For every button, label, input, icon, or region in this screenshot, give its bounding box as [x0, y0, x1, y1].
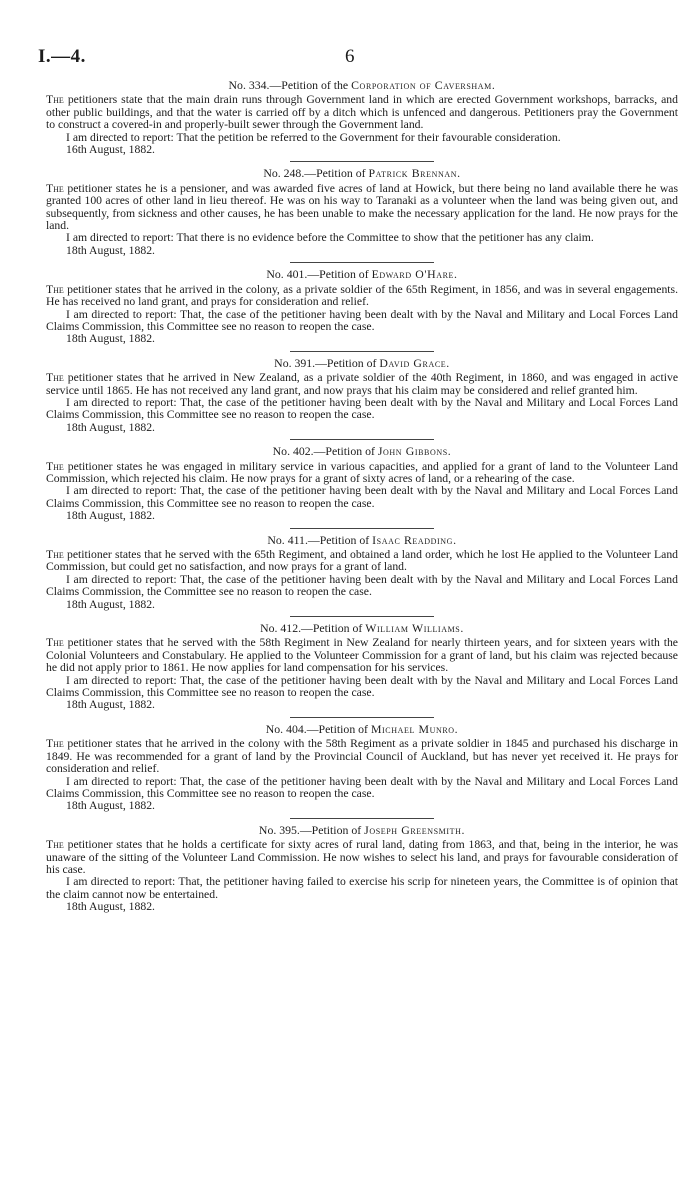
report-date: 18th August, 1882. — [66, 597, 155, 611]
petition-title — [46, 622, 678, 634]
section-divider — [290, 616, 434, 617]
petitioner-name: Corporation of Caversham. — [351, 78, 496, 92]
page-number: 6 — [345, 46, 355, 67]
statement-text: petitioner states he is a pensioner, and was awarded five acres of land at Howick, but there being no land available there he was granted 100 acres of other land in lieu thereof. He was on his way to Taranaki as a volunteer when the land was being given out, and subsequently, from sickness and other causes, he has been unable to make the necessary application for the land. He now prays for the land. — [46, 181, 679, 233]
statement-text: petitioner states that he served with the 58th Regiment in New Zealand for nearly thirteen years, and for sixteen years with the Colonial Volunteers and Constabulary. He applied to the Volunteer Commission for a grant of land, but his claim was rejected because he did not apply prior to 1861. He now applies for land compensation for his services. — [46, 636, 678, 675]
parliamentary-paper-reference: I.—4. — [38, 46, 86, 67]
petition-entry — [46, 445, 678, 522]
petition-title — [46, 357, 678, 369]
petitioner-name: John Gibbons. — [377, 444, 452, 459]
statement-lead-word: The — [46, 93, 64, 107]
report-date: 18th August, 1882. — [66, 799, 155, 813]
statement-text: petitioner states that he holds a certificate for sixty acres of rural land, dating from 1863, and that, being in the interior, he was unaware of the sitting of the Volunteer Land Commission. He now wishes to select his land, and prays for favourable consideration of his case. — [46, 838, 678, 876]
committee-report: I am directed to report: That, the case of the petitioner having been dealt with by the Naval and Military and Local Forces Land Claims Commission, this Committee see no reason to reopen the case. — [46, 395, 678, 422]
page-header — [0, 46, 700, 70]
petition-statement — [46, 637, 678, 674]
petition-entry — [46, 268, 678, 345]
committee-report: I am directed to report: That, the case of the petitioner having been dealt with by the Naval and Military and Local Forces Land Claims Commission, the Committee see no reason to reopen the case. — [46, 572, 678, 599]
petition-entry — [46, 534, 678, 611]
petition-statement — [46, 183, 678, 233]
petitioner-name: Patrick Brennan. — [368, 166, 461, 181]
petition-number: No. 404.—Petition of — [265, 721, 368, 736]
section-divider — [290, 528, 434, 529]
petitioner-name: Joseph Greensmith. — [364, 822, 466, 837]
petition-number: No. 395.—Petition of — [258, 822, 362, 837]
statement-text: petitioners state that the main drain runs through Government land in which are erected Government workshops, barracks, and other public buildings, and that the water is carried off by a ditch which is unfenced and dangerous. Petitioners pray the Government to construct a covered-in and properly-built sewer through the Government land. — [46, 93, 678, 132]
statement-text: petitioner states that he arrived in the colony, as a private soldier of the 65th Regiment, in 1856, and was in several engagements. He has received no land grant, and prays for consideration and relief. — [46, 282, 679, 309]
petition-statement — [46, 94, 678, 131]
petition-statement — [46, 839, 678, 876]
section-divider — [290, 262, 434, 263]
petition-statement — [46, 461, 678, 486]
statement-lead-word: The — [46, 548, 64, 561]
petition-entry — [46, 357, 678, 434]
committee-report: I am directed to report: That the petition be referred to the Government for their favourable consideration. — [66, 130, 561, 144]
statement-lead-word: The — [46, 181, 64, 195]
petition-number: No. 401.—Petition of — [266, 267, 369, 282]
statement-lead-word: The — [46, 838, 64, 852]
petitioner-name: Isaac Readding. — [372, 532, 457, 547]
statement-lead-word: The — [46, 282, 64, 296]
report-date: 18th August, 1882. — [66, 332, 155, 346]
petition-number: No. 412.—Petition of — [260, 621, 363, 636]
committee-report: I am directed to report: That, the case of the petitioner having been dealt with by the Naval and Military and Local Forces Land Claims Commission, this Committee see no reason to reopen the case. — [46, 307, 678, 333]
petition-statement — [46, 372, 678, 397]
petition-entry — [46, 167, 678, 257]
section-divider — [290, 717, 434, 718]
report-date: 16th August, 1882. — [66, 143, 155, 157]
section-divider — [290, 351, 434, 352]
petition-statement — [46, 549, 678, 574]
petitions-list — [46, 79, 678, 919]
statement-text: petitioner states that he served with the 65th Regiment, and obtained a land order, which he lost He applied to the Volunteer Land Commission, but could get no satisfaction, and now prays for a grant of land. — [46, 548, 679, 574]
committee-report: I am directed to report: That, the case of the petitioner having been dealt with by the Naval and Military and Local Forces Land Claims Commission, this Committee see no reason to reopen the case. — [46, 774, 678, 800]
report-date: 18th August, 1882. — [66, 509, 155, 523]
section-divider — [290, 161, 434, 162]
petition-title — [46, 534, 678, 546]
petition-number: No. 411.—Petition of — [267, 532, 370, 547]
petition-title — [46, 723, 678, 735]
report-date: 18th August, 1882. — [66, 243, 155, 257]
statement-lead-word: The — [46, 371, 64, 385]
petition-title — [46, 824, 678, 836]
petitioner-name: David Grace. — [379, 355, 450, 370]
petition-number: No. 402.—Petition of — [272, 444, 375, 459]
petitioner-name: William Williams. — [365, 621, 464, 636]
petition-title — [46, 445, 678, 457]
report-date: 18th August, 1882. — [66, 698, 155, 712]
statement-text: petitioner states that he arrived in the colony with the 58th Regiment as a private soldier in 1845 and purchased his discharge in 1849. He was recommended for a grant of land by the Provincial Council of Auckland, but has never yet received it. He prays for consideration and relief. — [46, 737, 679, 776]
petitioner-name: Edward O'Hare. — [371, 267, 458, 282]
petition-entry — [46, 723, 678, 813]
committee-report: I am directed to report: That, the case of the petitioner having been dealt with by the Naval and Military and Local Forces Land Claims Commission, this Committee see no reason to reopen the case. — [46, 673, 678, 700]
committee-report: I am directed to report: That, the petitioner having failed to exercise his scrip for nineteen years, the Committee is of opinion that the claim cannot now be entertained. — [46, 875, 678, 901]
petition-entry — [46, 824, 678, 914]
report-date: 18th August, 1882. — [66, 420, 155, 434]
petition-title — [46, 79, 678, 91]
statement-text: petitioner states he was engaged in military service in various capacities, and applied for a grant of land to the Volunteer Land Commission, which rejected his claim. He now prays for a grant of sixty acres of land, or a rehearing of the case. — [46, 459, 678, 485]
statement-lead-word: The — [46, 737, 64, 751]
report-date: 18th August, 1882. — [66, 900, 155, 914]
petition-title — [46, 268, 678, 280]
statement-lead-word: The — [46, 636, 64, 650]
petition-entry — [46, 622, 678, 712]
section-divider — [290, 818, 434, 819]
section-divider — [290, 439, 434, 440]
petitioner-name: Michael Munro. — [370, 721, 459, 736]
petition-number: No. 248.—Petition of — [263, 166, 366, 181]
committee-report: I am directed to report: That, the case of the petitioner having been dealt with by the Naval and Military and Local Forces Land Claims Commission, this Committee see no reason to reopen the case. — [46, 484, 678, 510]
petition-number: No. 391.—Petition of — [274, 355, 377, 370]
statement-lead-word: The — [46, 459, 64, 473]
petition-title — [46, 167, 678, 179]
petition-statement — [46, 738, 678, 775]
committee-report: I am directed to report: That there is no evidence before the Committee to show that the petitioner has any claim. — [66, 231, 594, 245]
petition-number: No. 334.—Petition of the — [228, 78, 349, 92]
statement-text: petitioner states that he arrived in New Zealand, as a private soldier of the 40th Regiment, in 1860, and was engaged in active service until 1865. He has not received any land grant, and now prays that his claim may be considered and relief granted him. — [46, 371, 679, 397]
petition-entry — [46, 79, 678, 156]
petition-statement — [46, 284, 678, 309]
